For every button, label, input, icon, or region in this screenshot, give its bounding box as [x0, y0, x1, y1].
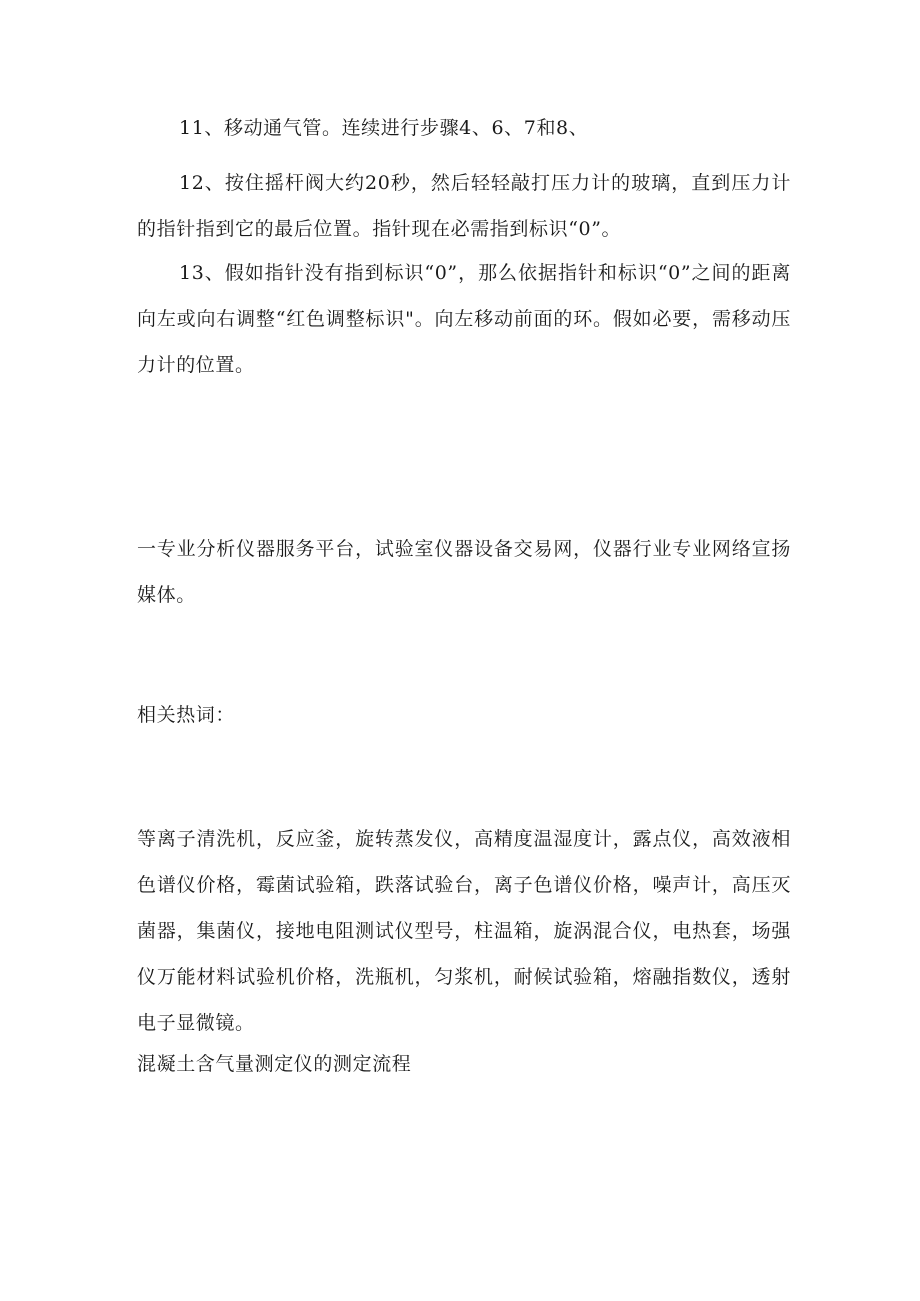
step-11-paragraph: 11、移动通气管。连续进行步骤4、6、7和8、: [179, 117, 589, 139]
platform-description: 一专业分析仪器服务平台，试验室仪器设备交易网，仪器行业专业网络宣扬媒体。: [137, 538, 791, 606]
step-13-paragraph: 13、假如指针没有指到标识“0”，那么依据指针和标识“0”之间的距离向左或向右调整“红色调整标识"。向左移动前面的环。假如必要，需移动压力计的位置。: [137, 262, 791, 376]
hot-words-list: 等离子清洗机，反应釜，旋转蒸发仪，高精度温湿度计，露点仪，高效液相色谱仪价格，霉菌试验箱，跌落试验台，离子色谱仪价格，噪声计，高压灭菌器，集菌仪，接地电阻测试仪型号，柱温箱，旋涡混合仪，电热套，场强仪万能材料试验机价格，洗瓶机，匀浆机，耐候试验箱，熔融指数仪，透射电子显微镜。: [137, 828, 791, 1034]
step-12-paragraph: 12、按住摇杆阀大约20秒，然后轻轻敲打压力计的玻璃，直到压力计的指针指到它的最后位置。指针现在必需指到标识“0”。: [137, 172, 791, 240]
hot-words-label: 相关热词：: [137, 704, 236, 726]
footer-title: 混凝土含气量测定仪的测定流程: [137, 1053, 412, 1075]
